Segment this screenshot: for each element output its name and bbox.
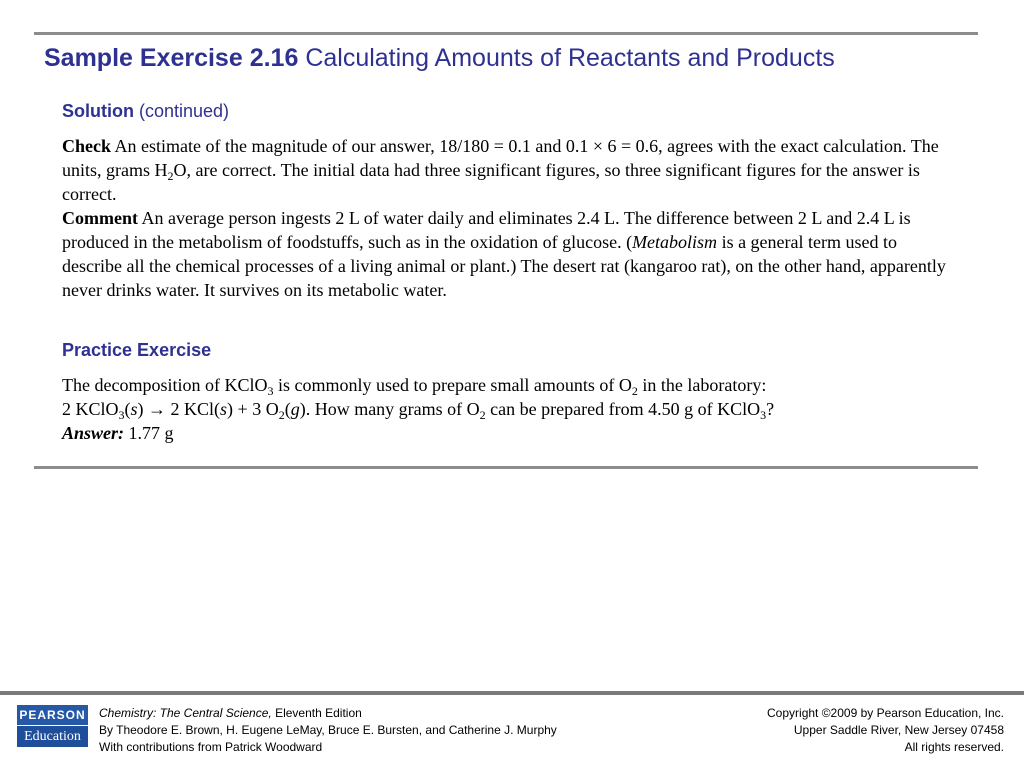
check-text-2: O, are correct. The initial data had three significant figures, so three significant figures for the answer is correct. bbox=[62, 160, 920, 204]
footer bbox=[0, 695, 1024, 768]
book-authors: By Theodore E. Brown, H. Eugene LeMay, Bruce E. Bursten, and Catherine J. Murphy bbox=[99, 723, 557, 737]
equation-text: ) + 3 O bbox=[227, 399, 279, 419]
equation-text: ( bbox=[124, 399, 131, 419]
equation-text: 2 KClO bbox=[62, 399, 119, 419]
subscript: 2 bbox=[479, 408, 486, 422]
solution-body bbox=[62, 134, 952, 302]
practice-heading: Practice Exercise bbox=[62, 340, 212, 360]
equation-text: ). How many grams of O bbox=[299, 399, 480, 419]
practice-text: in the laboratory: bbox=[637, 375, 767, 395]
check-label: Check bbox=[62, 136, 111, 156]
check-subscript: 2 bbox=[167, 169, 174, 183]
practice-equation bbox=[62, 397, 952, 421]
title-exercise-number: Sample Exercise 2.16 bbox=[44, 44, 299, 72]
pearson-logo bbox=[17, 705, 88, 747]
subscript: 2 bbox=[631, 384, 638, 398]
practice-text: is commonly used to prepare small amounts of O bbox=[273, 375, 632, 395]
subscript: 3 bbox=[118, 408, 125, 422]
top-divider bbox=[34, 32, 978, 35]
book-title: Chemistry: The Central Science, bbox=[99, 706, 272, 720]
solution-continued: (continued) bbox=[139, 101, 230, 121]
subscript: 2 bbox=[278, 408, 285, 422]
comment-text-2: is a general term used to describe all the chemical processes of a living animal or plant.) The desert rat (kangaroo rat), on the other hand, apparently never drinks water. It survives on its metabolic water. bbox=[62, 232, 946, 300]
check-paragraph bbox=[62, 134, 952, 206]
comment-label: Comment bbox=[62, 208, 138, 228]
practice-body bbox=[62, 373, 952, 445]
practice-text: The decomposition of KClO bbox=[62, 375, 268, 395]
book-credits bbox=[99, 705, 557, 756]
title-topic: Calculating Amounts of Reactants and Products bbox=[305, 44, 835, 72]
state-symbol: g bbox=[290, 399, 300, 419]
comment-paragraph bbox=[62, 206, 952, 302]
subscript: 3 bbox=[267, 384, 274, 398]
equation-text: ) → 2 KCl( bbox=[137, 399, 221, 419]
subscript: 3 bbox=[760, 408, 767, 422]
state-symbol: s bbox=[130, 399, 138, 419]
answer-label: Answer: bbox=[62, 423, 125, 443]
copyright-notice bbox=[767, 705, 1004, 756]
book-contributors: With contributions from Patrick Woodward bbox=[99, 740, 323, 754]
logo-top-text: PEARSON bbox=[17, 705, 88, 726]
book-edition: Eleventh Edition bbox=[271, 706, 362, 720]
practice-answer bbox=[62, 421, 952, 445]
book-title-line bbox=[99, 705, 557, 722]
equation-text: ? bbox=[766, 399, 775, 419]
state-symbol: s bbox=[220, 399, 228, 419]
solution-label: Solution bbox=[62, 101, 134, 121]
logo-bottom-text: Education bbox=[24, 729, 81, 744]
equation-text: can be prepared from 4.50 g of KClO bbox=[485, 399, 761, 419]
publisher-address: Upper Saddle River, New Jersey 07458 bbox=[793, 723, 1004, 737]
comment-text-1: An average person ingests 2 L of water daily and eliminates 2.4 L. The difference between 2 L and 2.4 L is produced in the metabolism of foodstuffs, such as in the oxidation of glucose. ( bbox=[62, 208, 911, 252]
slide-title bbox=[44, 44, 835, 73]
copyright-line: Copyright ©2009 by Pearson Education, Inc. bbox=[767, 706, 1004, 720]
comment-italic-term: Metabolism bbox=[632, 232, 718, 252]
check-text-1: An estimate of the magnitude of our answer, 18/180 = 0.1 and 0.1 × 6 = 0.6, agrees with the exact calculation. The units, grams H bbox=[62, 136, 939, 180]
bottom-divider bbox=[34, 466, 978, 469]
answer-value: 1.77 g bbox=[124, 423, 174, 443]
rights-line: All rights reserved. bbox=[904, 740, 1004, 754]
practice-line-1 bbox=[62, 373, 952, 397]
equation-text: ( bbox=[284, 399, 291, 419]
solution-heading bbox=[62, 101, 229, 122]
